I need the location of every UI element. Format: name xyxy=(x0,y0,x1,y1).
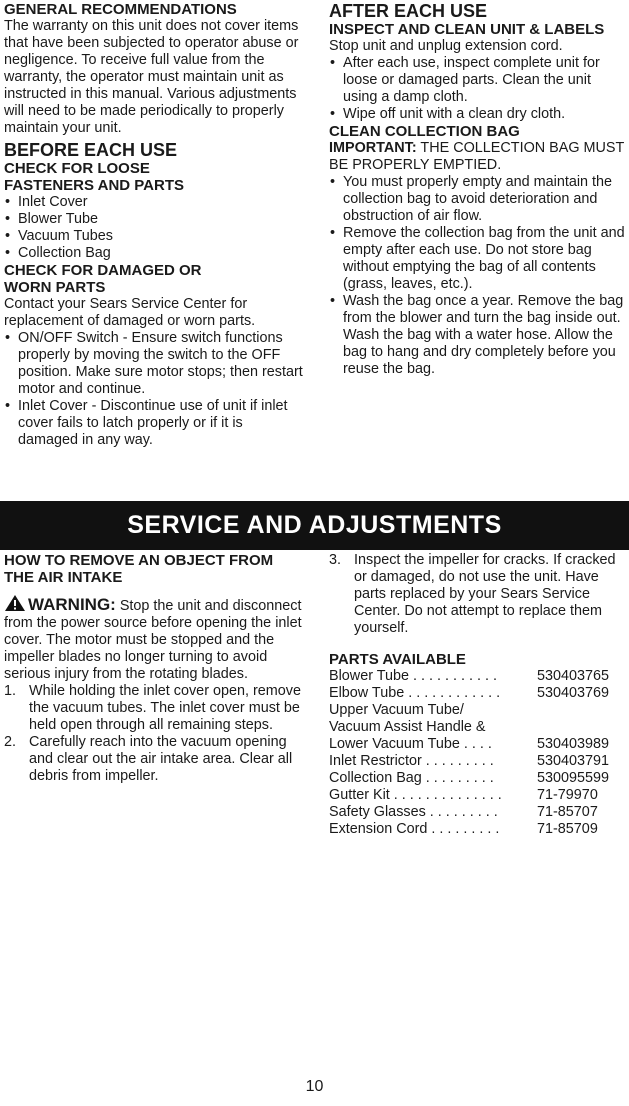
after-each-use-heading: AFTER EACH USE xyxy=(329,1,488,21)
parts-row xyxy=(329,753,629,770)
parts-row xyxy=(329,685,629,702)
part-name: Extension Cord . . . . . . . . . xyxy=(329,821,500,837)
general-recommendations-text: The warranty on this unit does not cover items that have been subjected to operator abuse or negligence. To receive full value from the warranty, the operator must maintain unit as instructed in this manual. Various adjustments will need to be made periodically to properly maintain your unit. xyxy=(4,18,299,136)
parts-row xyxy=(329,821,629,838)
list-item: • Wash the bag once a year. Remove the bag from the blower and turn the bag inside out. Wash the bag with a water hose. Allow the bag to hang and dry completely before you reuse the bag. xyxy=(329,293,629,378)
part-number: 530403791 xyxy=(537,753,610,769)
right-top-column xyxy=(329,1,629,378)
list-item xyxy=(4,734,309,785)
warning-label: WARNING: xyxy=(28,595,116,614)
check-damaged-text: Contact your Sears Service Center for replacement of damaged or worn parts. xyxy=(4,296,256,329)
list-item: • After each use, inspect complete unit for loose or damaged parts. Clean the unit using a damp cloth. xyxy=(329,55,629,106)
step-number: 2. xyxy=(4,734,17,750)
part-name: Elbow Tube . . . . . . . . . . . . xyxy=(329,685,501,701)
remove-object-heading: HOW TO REMOVE AN OBJECT FROM THE AIR INTAKE xyxy=(4,552,274,586)
part-number: 71-79970 xyxy=(537,787,598,803)
list-item: • Vacuum Tubes xyxy=(4,228,304,245)
part-name: Inlet Restrictor . . . . . . . . . xyxy=(329,753,494,769)
left-top-column xyxy=(4,1,304,449)
step-number: 3. xyxy=(329,552,342,568)
important-note xyxy=(329,140,629,174)
part-number xyxy=(537,719,629,736)
step-text: Carefully reach into the vacuum opening and clear out the air intake area. Clear all debris from impeller. xyxy=(29,734,293,784)
left-bottom-column xyxy=(4,552,309,785)
list-item: • Blower Tube xyxy=(4,211,304,228)
parts-row xyxy=(329,736,629,753)
clean-bag-heading: CLEAN COLLECTION BAG xyxy=(329,123,520,140)
parts-row xyxy=(329,719,629,736)
parts-row xyxy=(329,770,629,787)
part-number: 71-85709 xyxy=(537,821,598,837)
list-item: • Collection Bag xyxy=(4,245,304,262)
right-bottom-column xyxy=(329,552,629,838)
service-adjustments-banner xyxy=(0,501,629,550)
part-name: Blower Tube . . . . . . . . . . . xyxy=(329,668,497,684)
important-text: THE COLLECTION BAG MUST BE PROPERLY EMPTIED. xyxy=(329,140,625,173)
parts-row xyxy=(329,668,629,685)
list-item: • Inlet Cover - Discontinue use of unit if inlet cover fails to latch properly or if it is damaged in any way. xyxy=(4,398,304,449)
step-number: 1. xyxy=(4,683,17,699)
list-item: • You must properly empty and maintain the collection bag to avoid deterioration and obstruction of air flow. xyxy=(329,174,629,225)
step-text: Inspect the impeller for cracks. If cracked or damaged, do not use the unit. Have parts replaced by your Sears Service Center. Do not attempt to replace them yourself. xyxy=(354,552,616,636)
part-number: 530403765 xyxy=(537,668,610,684)
list-item xyxy=(329,552,629,637)
general-recommendations-heading: GENERAL RECOMMENDATIONS xyxy=(4,1,237,18)
damaged-list xyxy=(4,330,304,449)
inspect-clean-text: Stop unit and unplug extension cord. xyxy=(329,38,563,54)
parts-available-heading: PARTS AVAILABLE xyxy=(329,651,466,668)
list-item xyxy=(4,683,309,734)
parts-list xyxy=(329,668,629,838)
part-number: 530095599 xyxy=(537,770,610,786)
remove-steps-list xyxy=(4,683,309,785)
part-name: Gutter Kit . . . . . . . . . . . . . . xyxy=(329,787,502,803)
before-each-use-heading: BEFORE EACH USE xyxy=(4,140,178,160)
part-number: 530403989 xyxy=(537,736,610,752)
part-name: Upper Vacuum Tube/ xyxy=(329,702,464,718)
remove-steps-continued xyxy=(329,552,629,637)
inspect-list xyxy=(329,55,629,123)
fasteners-list xyxy=(4,194,304,262)
part-number xyxy=(537,702,629,719)
part-name: Safety Glasses . . . . . . . . . xyxy=(329,804,498,820)
parts-row xyxy=(329,702,629,719)
part-number: 530403769 xyxy=(537,685,610,701)
list-item: • Remove the collection bag from the unit and empty after each use. Do not store bag without emptying the bag of all contents (grass, leaves, etc.). xyxy=(329,225,629,293)
bag-list xyxy=(329,174,629,378)
parts-row xyxy=(329,787,629,804)
important-label: IMPORTANT: xyxy=(329,140,417,156)
warning-text: Stop the unit and disconnect from the power source before opening the inlet cover. The motor must be stopped and the impeller blades no longer turning to avoid serious injury from the rotating blades. xyxy=(4,598,302,682)
parts-row xyxy=(329,804,629,821)
warning-triangle-icon xyxy=(4,594,26,612)
warning-paragraph xyxy=(4,594,309,683)
part-name: Lower Vacuum Tube . . . . xyxy=(329,736,492,752)
banner-title: SERVICE AND ADJUSTMENTS xyxy=(127,511,502,539)
step-text: While holding the inlet cover open, remove the vacuum tubes. The inlet cover must be held open through all remaining steps. xyxy=(29,683,301,733)
part-name: Vacuum Assist Handle & xyxy=(329,719,486,735)
part-name: Collection Bag . . . . . . . . . xyxy=(329,770,494,786)
list-item: • Wipe off unit with a clean dry cloth. xyxy=(329,106,629,123)
check-damaged-heading: CHECK FOR DAMAGED OR WORN PARTS xyxy=(4,262,202,296)
check-fasteners-heading: CHECK FOR LOOSE FASTENERS AND PARTS xyxy=(4,160,185,194)
list-item: • Inlet Cover xyxy=(4,194,304,211)
page-number: 10 xyxy=(305,1078,324,1095)
part-number: 71-85707 xyxy=(537,804,598,820)
inspect-clean-heading: INSPECT AND CLEAN UNIT & LABELS xyxy=(329,21,605,38)
list-item: • ON/OFF Switch - Ensure switch functions properly by moving the switch to the OFF position. Make sure motor stops; then restart motor and continue. xyxy=(4,330,304,398)
